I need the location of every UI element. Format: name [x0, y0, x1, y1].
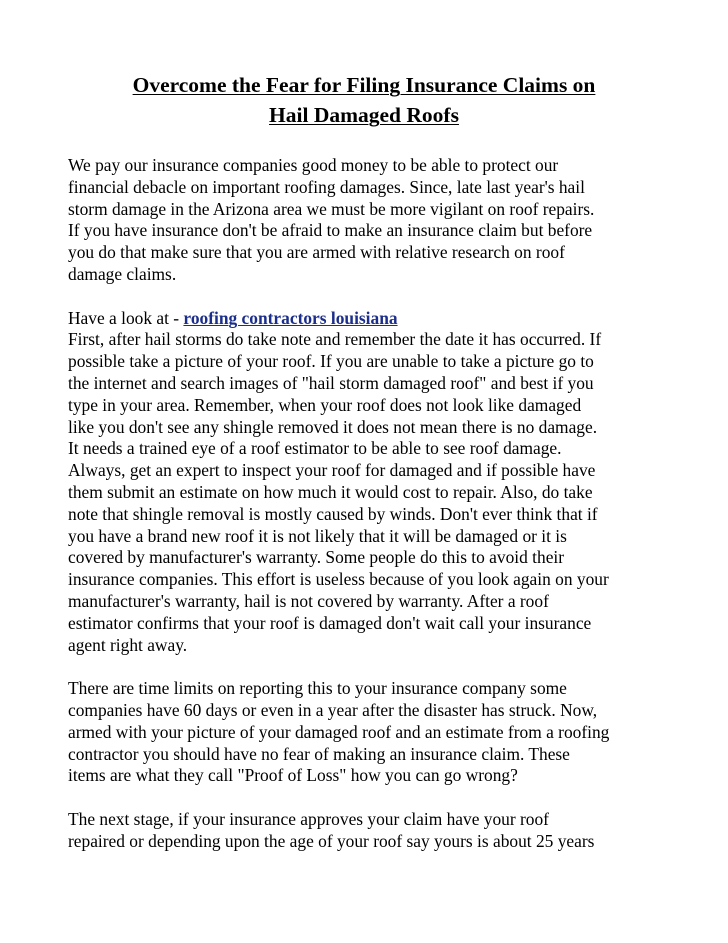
- text-line: you do that make sure that you are armed with relative research on roof: [68, 242, 565, 263]
- page-title: [0, 70, 728, 130]
- text-line: insurance companies. This effort is useless because of you look again on your: [68, 569, 609, 590]
- text-line: items are what they call "Proof of Loss" how you can go wrong?: [68, 765, 518, 786]
- text-line: the internet and search images of "hail storm damaged roof" and best if you: [68, 372, 594, 393]
- text-line: damage claims.: [68, 263, 177, 284]
- text-line: Always, get an expert to inspect your roof for damaged and if possible have: [68, 460, 596, 481]
- paragraph-3: [68, 678, 668, 787]
- paragraph-2: [68, 308, 668, 657]
- text-line: covered by manufacturer's warranty. Some people do this to avoid their: [68, 547, 565, 568]
- paragraph-gap: [68, 656, 668, 678]
- text-line: contractor you should have no fear of making an insurance claim. These: [68, 743, 570, 764]
- title-line-1: Overcome the Fear for Filing Insurance Claims on: [132, 73, 596, 97]
- text-line: It needs a trained eye of a roof estimator to be able to see roof damage.: [68, 438, 562, 459]
- text-line: type in your area. Remember, when your roof does not look like damaged: [68, 394, 582, 415]
- text-line: If you have insurance don't be afraid to make an insurance claim but before: [68, 220, 593, 241]
- text-line: them submit an estimate on how much it would cost to repair. Also, do take: [68, 481, 593, 502]
- link-line: [68, 308, 668, 330]
- text-line: manufacturer's warranty, hail is not covered by warranty. After a roof: [68, 590, 549, 611]
- text-line: storm damage in the Arizona area we must be more vigilant on roof repairs.: [68, 198, 595, 219]
- text-line: estimator confirms that your roof is damaged don't wait call your insurance: [68, 612, 592, 633]
- text-line: There are time limits on reporting this to your insurance company some: [68, 678, 567, 699]
- text-line: agent right away.: [68, 634, 188, 655]
- text-line: note that shingle removal is mostly caused by winds. Don't ever think that if: [68, 503, 598, 524]
- roofing-contractors-link[interactable]: roofing contractors louisiana: [183, 307, 398, 328]
- text-line: you have a brand new roof it is not likely that it will be damaged or it is: [68, 525, 567, 546]
- text-line: financial debacle on important roofing damages. Since, late last year's hail: [68, 176, 585, 197]
- text-line: like you don't see any shingle removed it does not mean there is no damage.: [68, 416, 598, 437]
- paragraph-1: [68, 155, 668, 286]
- text-line: companies have 60 days or even in a year after the disaster has struck. Now,: [68, 699, 598, 720]
- paragraph-4: [68, 809, 668, 853]
- text-line: The next stage, if your insurance approves your claim have your roof: [68, 808, 549, 829]
- paragraph-gap: [68, 286, 668, 308]
- link-prefix: Have a look at -: [68, 307, 184, 328]
- text-line: We pay our insurance companies good money to be able to protect our: [68, 155, 559, 175]
- text-line: armed with your picture of your damaged roof and an estimate from a roofing: [68, 721, 610, 742]
- text-line: First, after hail storms do take note and remember the date it has occurred. If: [68, 329, 602, 350]
- article-body: [68, 155, 668, 853]
- paragraph-gap: [68, 787, 668, 809]
- title-line-2: Hail Damaged Roofs: [269, 103, 459, 127]
- text-line: repaired or depending upon the age of your roof say yours is about 25 years: [68, 830, 595, 851]
- text-line: possible take a picture of your roof. If you are unable to take a picture go to: [68, 351, 594, 372]
